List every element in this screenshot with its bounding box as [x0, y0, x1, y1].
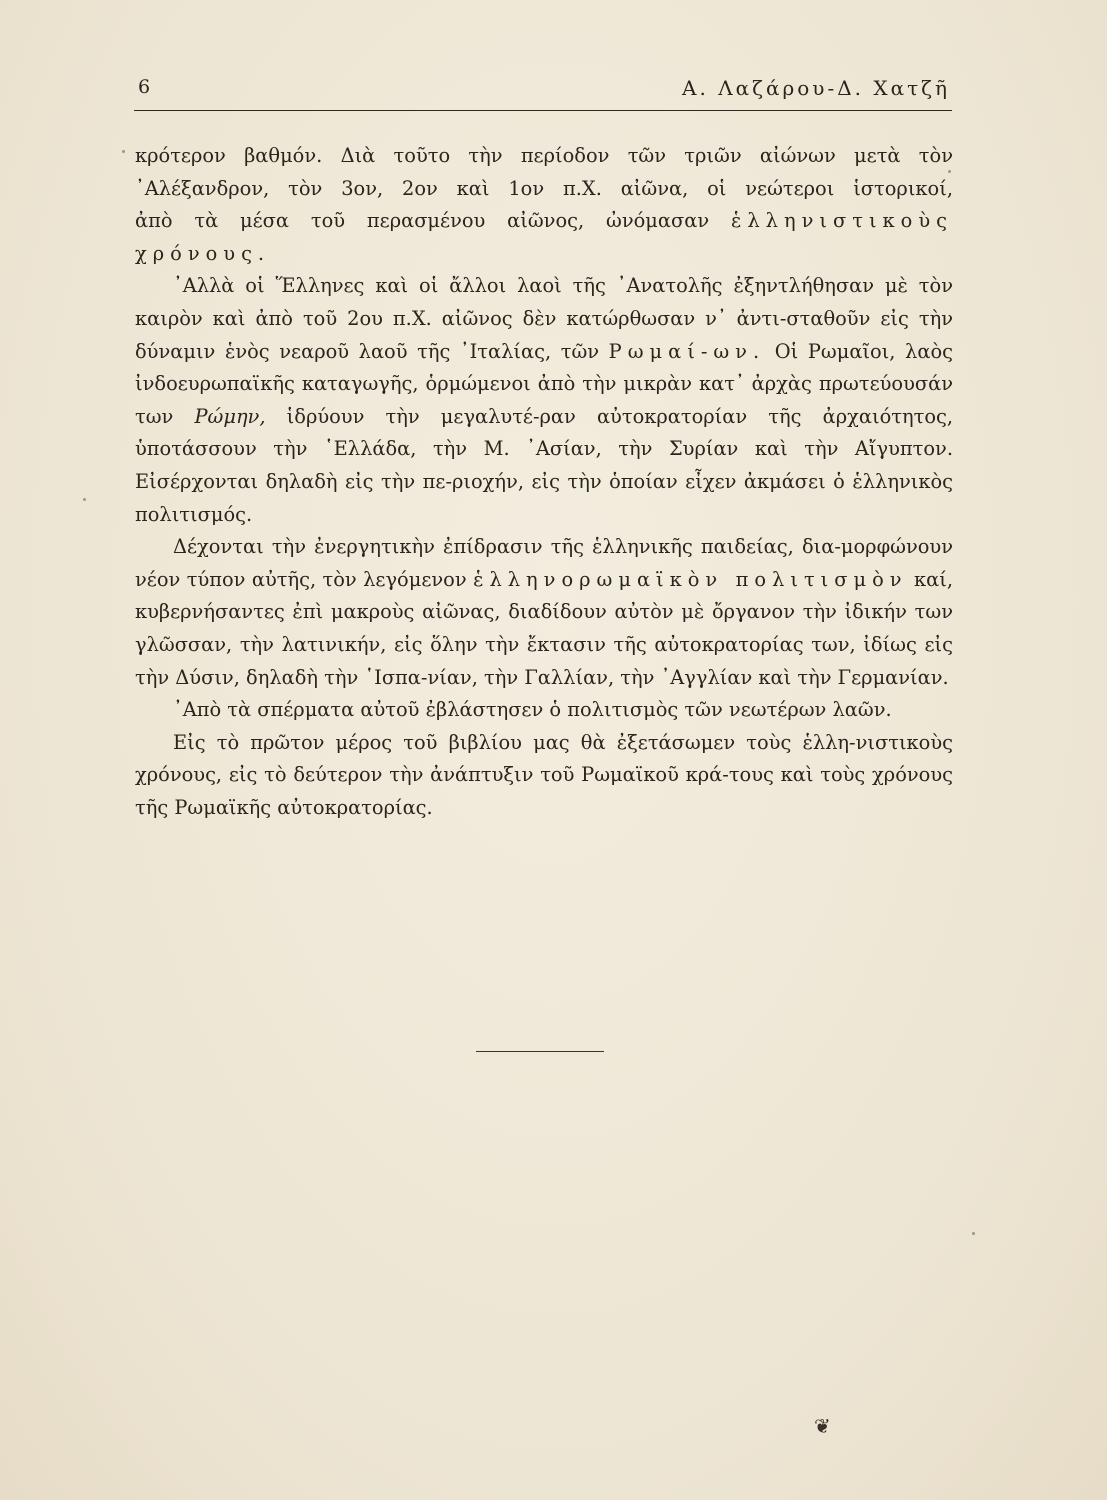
p3-text-b: καί, κυβερνήσαντες ἐπὶ μακροὺς αἰῶνας, διαδίδουν αὐτὸν μὲ ὄργανον τὴν ἰδικήν των γλῶσσαν, τὴν λατινικήν, εἰς ὅλην τὴν ἔκτασιν τῆς αὐτοκρατορίας των, ἰδίως εἰς τὴν Δύσιν, δηλαδὴ τὴν ῾Ισπα-νίαν, τὴν Γαλλίαν, τὴν ᾿Αγγλίαν καὶ τὴν Γερμανίαν. [135, 567, 953, 689]
p1-spaced-term-2: χρόνους. [135, 241, 271, 265]
page-number: 6 [138, 76, 151, 98]
p2-text-b: Οἱ Ρωμαῖοι, λαὸς ἰνδοευρωπαϊκῆς καταγωγῆς, ὁρμώμενοι ἀπὸ τὴν μικρὰν κατ᾿ ἀρχὰς πρωτεύουσάν των [135, 339, 953, 428]
p1-line-2: ᾿Αλέξανδρον, τὸν 3ον, 2ον καὶ 1ον π.Χ. αἰῶνα, οἱ νεώτεροι ἱστορικοί, [135, 176, 953, 200]
p2-text-c: ἱδρύουν τὴν μεγαλυτέ-ραν αὐτοκρατορίαν τῆς ἀρχαιότητος, ὑποτάσσουν τὴν ῾Ελλάδα, τὴν Μ. ᾿Ασίαν, τὴν Συρίαν καὶ τὴν Αἴγυπτον. Εἰσέρχονται δηλαδὴ εἰς τὴν πε-ριοχήν, εἰς τὴν ὁποίαν εἶχεν ἀκμάσει ὁ ἑλληνικὸς πολιτισμός. [135, 404, 954, 526]
paper-speck [83, 498, 86, 501]
section-end-rule [476, 1051, 604, 1052]
p2-spaced-romans: Ρωμαί-ων. [608, 339, 766, 363]
paper-speck [122, 150, 125, 153]
paragraph-1 [135, 140, 953, 173]
p4-text: ᾿Απὸ τὰ σπέρματα αὐτοῦ ἐβλάστησεν ὁ πολιτισμὸς τῶν νεωτέρων λαῶν. [173, 698, 892, 722]
body-text [135, 140, 953, 824]
p3-text-a: Δέχονται τὴν ἐνεργητικὴν ἐπίδρασιν τῆς ἑλληνικῆς παιδείας, δια-μορφώνουν νέον τύπον αὐτῆς, τὸν λεγόμενον [135, 535, 953, 591]
p2-italic-rome: Ρώμην, [194, 404, 266, 428]
p5-text: Εἰς τὸ πρῶτον μέρος τοῦ βιβλίου μας θὰ ἐξετάσωμεν τοὺς ἑλλη-νιστικοὺς χρόνους, εἰς τὸ δεύτερον τὴν ἀνάπτυξιν τοῦ Ρωμαϊκοῦ κρά-τους καὶ τοὺς χρόνους τῆς Ρωμαϊκῆς αὐτοκρατορίας. [135, 730, 953, 819]
paragraph-1-line-2 [135, 173, 953, 206]
running-head-authors: Α. Λαζάρου-Δ. Χατζῆ [682, 76, 950, 100]
header-rule [134, 110, 952, 111]
ornament-icon: ❦ [814, 1414, 831, 1438]
p1-line-1: κρότερον βαθμόν. Διὰ τοῦτο τὴν περίοδον τῶν τριῶν αἰώνων μετὰ τὸν [135, 144, 953, 167]
p2-text-a: ᾿Αλλὰ οἱ Ἕλληνες καὶ οἱ ἄλλοι λαοὶ τῆς ᾿Ανατολῆς ἐξηντλήθησαν μὲ τὸν καιρὸν καὶ ἀπὸ τοῦ 2ου π.Χ. αἰῶνος δὲν κατώρθωσαν ν᾿ ἀντι-σταθοῦν εἰς τὴν δύναμιν ἑνὸς νεαροῦ λαοῦ τῆς ᾿Ιταλίας, τῶν [135, 274, 953, 363]
paragraph-2 [135, 270, 953, 531]
p1-line-3-text: ἀπὸ τὰ μέσα τοῦ περασμένου αἰῶνος, ὠνόμασαν [135, 209, 710, 233]
p3-spaced-term: ἑλληνορωμαϊκὸν πολιτισμὸν [473, 567, 908, 591]
paragraph-5 [135, 727, 953, 825]
paragraph-1-line-3 [135, 205, 953, 238]
p1-spaced-term: ἑλληνιστικοὺς [730, 209, 953, 233]
paragraph-3 [135, 531, 953, 694]
paragraph-4 [135, 694, 953, 727]
paper-speck [948, 170, 951, 173]
paragraph-1-line-4 [135, 238, 953, 271]
paper-speck [972, 1232, 975, 1235]
page-header [134, 76, 952, 106]
